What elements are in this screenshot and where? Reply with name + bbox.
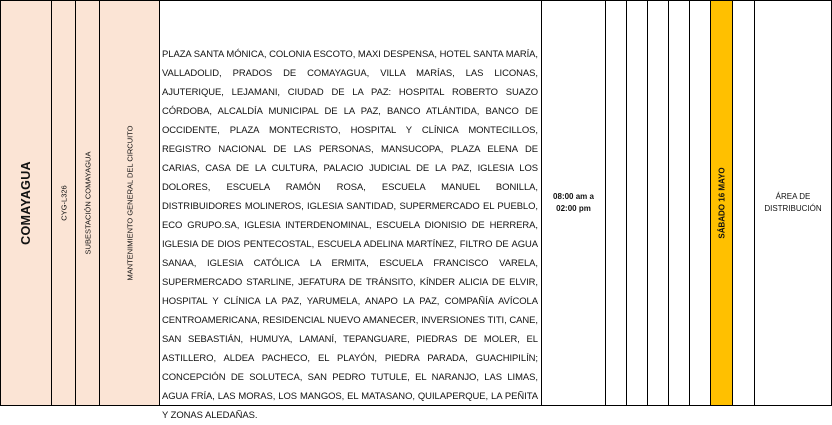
day-cell bbox=[711, 0, 733, 406]
area-line-1: ÁREA DE bbox=[775, 192, 811, 201]
day-column-1 bbox=[606, 0, 627, 406]
substation-label: SUBESTACIÓN COMAYAGUA bbox=[83, 151, 92, 255]
substation-cell bbox=[76, 0, 100, 406]
day-column-2 bbox=[627, 0, 648, 406]
day-label: SÁBADO 16 MAYO bbox=[717, 167, 726, 239]
day-column-4 bbox=[669, 0, 690, 406]
work-label: MANTENIMIENTO GENERAL DEL CIRCUITO bbox=[125, 125, 134, 281]
department-label: COMAYAGUA bbox=[19, 161, 33, 245]
sectors-text: PLAZA SANTA MÓNICA, COLONIA ESCOTO, MAXI DESPENSA, HOTEL SANTA MARÍA, VALLADOLID, PRADOS DE COMAYAGUA, VILLA MARÍAS, LAS LICONAS, AJUTERIQUE, LEJAMANI, CIUDAD DE LA PAZ: HOSPITAL ROBERTO SUAZO CÓRDOBA, ALCALDÍA MUNICIPAL DE LA PAZ, BANCO ATLÁNTIDA, BANCO DE OCCIDENTE, PLAZA MONTECRISTO, HOSPITAL Y CLÍNICA MONTECILLOS, REGISTRO NACIONAL DE LAS PERSONAS, MANSUCOPA, PLAZA ELENA DE CARIAS, CASA DE LA CULTURA, PALACIO JUDICIAL DE LA PAZ, IGLESIA LOS DOLORES, ESCUELA RAMÓN ROSA, ESCUELA MANUEL BONILLA, DISTRIBUIDORES MOLINEROS, IGLESIA SANTIDAD, SUPERMERCADO EL PUEBLO, ECO GRUPO.SA, IGLESIA INTERDENOMINAL, ESCUELA DIONISIO DE HERRERA, IGLESIA DE DIOS PENTECOSTAL, ESCUELA ADELINA MARTÍNEZ, FILTRO DE AGUA SANAA, IGLESIA CATÓLICA LA ERMITA, ESCUELA FRANCISCO VARELA, SUPERMERCADO STARLINE, JEFATURA DE TRÁNSITO, KÍNDER ALICIA DE ELVIR, HOSPITAL Y CLÍNICA LA PAZ, YARUMELA, ANAPO LA PAZ, COMPAÑÍA AVÍCOLA CENTROAMERICANA, RESIDENCIAL NUEVO AMANECER, INVERSIONES TITI, CANE, SAN SEBASTIÁN, HUMUYA, LAMANÍ, TEPANGUARE, PIEDRAS DE MOLER, EL ASTILLERO, ALDEA PACHECO, EL PLAYÓN, PIEDRA PARADA, GUACHIPILÍN; CONCEPCIÓN DE SOLUTECA, SAN PEDRO TUTULE, EL NARANJO, LAS LIMAS, AGUA FRÍA, LAS MORAS, LOS MANGOS, EL MATASANO, QUILAPERQUE, LA PEÑITA Y ZONAS ALEDAÑAS. bbox=[162, 49, 538, 421]
time-text bbox=[553, 191, 594, 215]
day-column-7 bbox=[733, 0, 755, 406]
department-cell bbox=[0, 0, 52, 406]
circuit-label: CYG-L326 bbox=[59, 185, 68, 221]
time-end: 02:00 pm bbox=[556, 204, 591, 213]
area-text bbox=[764, 191, 821, 215]
day-column-5 bbox=[690, 0, 711, 406]
area-cell bbox=[755, 0, 832, 406]
time-start: 08:00 am a bbox=[553, 192, 594, 201]
circuit-cell bbox=[52, 0, 76, 406]
day-column-3 bbox=[648, 0, 669, 406]
work-cell bbox=[100, 0, 160, 406]
time-cell bbox=[542, 0, 606, 406]
sectors-cell bbox=[160, 0, 542, 421]
area-line-2: DISTRIBUCIÓN bbox=[764, 204, 822, 213]
